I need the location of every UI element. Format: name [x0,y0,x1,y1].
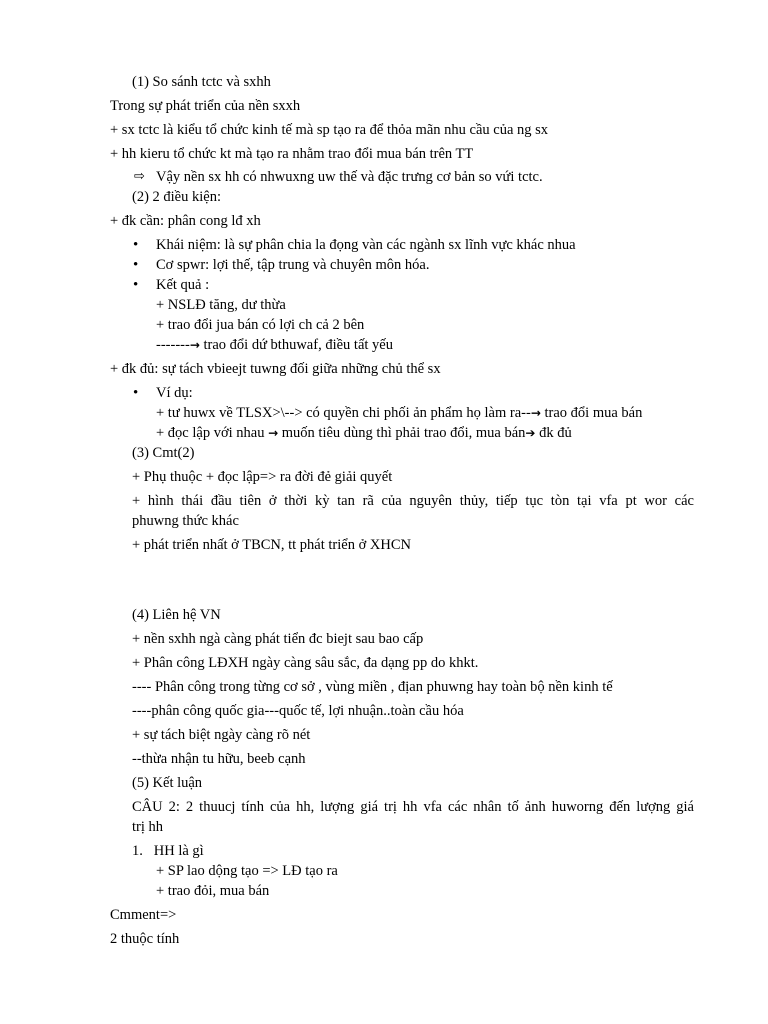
numbered-item: 1. HH là gì [132,843,204,859]
bullet-icon: • [133,277,139,293]
text-line: ----phân công quốc gia---quốc tế, lợi nhuận..toàn cầu hóa [132,703,464,719]
arrow-icon: → [268,426,279,440]
text-line [156,336,393,354]
text-segment: trao đổi dứ bthuwaf, điều tất yếu [199,337,393,353]
arrow-icon: → [189,338,200,352]
arrow-icon: → [530,406,541,420]
bullet-text: Khái niệm: là sự phân chia la đọng vàn các ngành sx lĩnh vực khác nhua [156,237,576,253]
text-line: trị hh [132,819,164,835]
text-line: Vậy nền sx hh có nhwuxng uw thế và đặc trưng cơ bản so vứi tctc. [156,169,543,185]
bullet-icon: • [133,257,139,273]
bullet-icon: • [133,385,139,401]
text-line: Cmment=> [110,907,177,923]
text-line: + đk đủ: sự tách vbieejt tuwng đối giữa những chủ thể sx [110,361,441,377]
text-line: + SP lao dộng tạo => LĐ tạo ra [156,863,338,879]
text-line: + hình thái đầu tiên ở thời kỳ tan rã của nguyên thủy, tiếp tục tòn tại vfa pt wor các [132,493,694,509]
text-line: + Phân công LĐXH ngày càng sâu sắc, đa dạng pp do khkt. [132,655,479,671]
text-segment: đk đủ [535,425,572,441]
heading-5: (5) Kết luận [132,775,203,791]
text-segment: + đọc lập với nhau [156,425,269,441]
heading-2: (2) 2 điều kiện: [132,189,221,205]
text-segment: muốn tiêu dùng thì phải trao đổi, mua bán [278,425,526,441]
text-line: + sx tctc là kiểu tổ chức kinh tế mà sp tạo ra để thỏa mãn nhu cầu của ng sx [110,122,549,138]
text-line: --thừa nhận tu hữu, beeb cạnh [132,751,306,767]
text-line: CÂU 2: 2 thuucj tính của hh, lượng giá trị hh vfa các nhân tố ảnh huworng đến lượng giá [132,799,694,815]
text-segment: + tư huwx về TLSX>\--> có quyền chi phối ản phẩm họ làm ra-- [156,405,531,421]
text-line: + nền sxhh ngà càng phát tiển đc biejt sau bao cấp [132,631,424,647]
text-line: + phát triển nhất ở TBCN, tt phát triển ở XHCN [132,537,411,553]
thick-arrow-icon: ➔ [525,426,536,440]
bullet-text: Kết quả : [156,277,210,293]
text-line: + sự tách biệt ngày càng rõ nét [132,727,311,743]
text-line: + trao đỏi, mua bán [156,883,270,899]
text-line [156,404,642,422]
text-segment: trao đổi mua bán [540,405,643,421]
text-line: + đk cần: phân cong lđ xh [110,213,261,229]
hollow-arrow-icon: ⇨ [134,169,145,184]
bullet-text: Ví dụ: [156,385,193,401]
text-line: phuwng thức khác [132,513,239,529]
text-line: ---- Phân công trong từng cơ sở , vùng miền , địan phuwng hay toàn bộ nền kinh tế [132,679,613,695]
heading-1: (1) So sánh tctc và sxhh [132,74,271,90]
heading-4: (4) Liên hệ VN [132,607,221,623]
bullet-text: Cơ spwr: lợi thế, tập trung và chuyên môn hóa. [156,257,430,273]
text-line: + hh kieru tổ chức kt mà tạo ra nhằm trao đổi mua bán trên TT [110,146,474,162]
text-line: + NSLĐ tăng, dư thừa [156,297,286,313]
text-line: + Phụ thuộc + đọc lập=> ra đời đẻ giải quyết [132,469,393,485]
text-line: + trao đổi jua bán có lợi ch cả 2 bên [156,317,365,333]
bullet-icon: • [133,237,139,253]
text-line: Trong sự phát triển của nền sxxh [110,98,301,114]
text-line [156,424,572,442]
text-line: 2 thuộc tính [110,931,180,947]
text-segment: ------- [156,337,190,353]
heading-3: (3) Cmt(2) [132,445,195,461]
